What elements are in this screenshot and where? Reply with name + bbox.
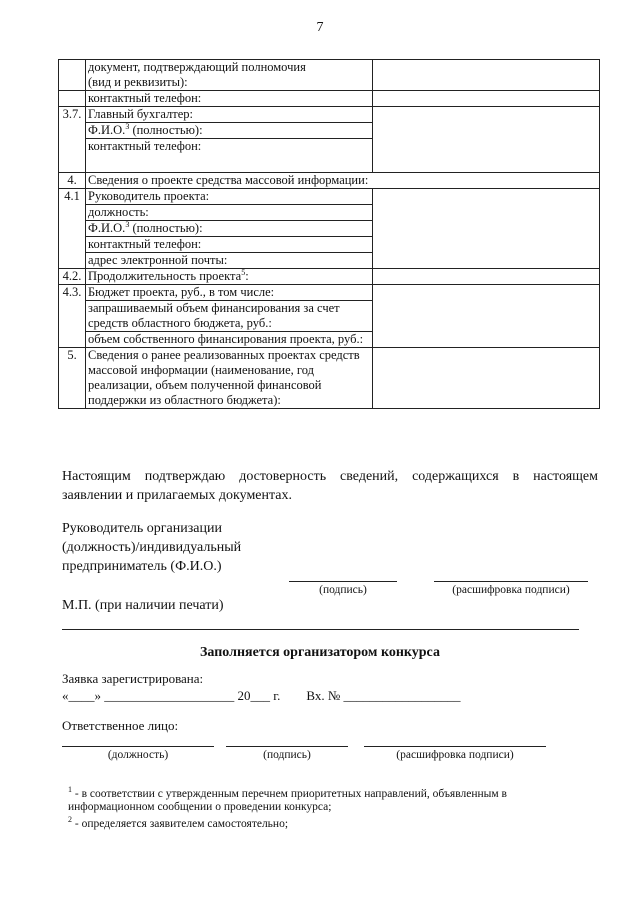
value-cell[interactable] (373, 91, 600, 107)
value-cell[interactable] (373, 269, 600, 285)
table-row (59, 91, 600, 107)
signature-line[interactable] (226, 746, 348, 747)
responsible-person-label: Ответственное лицо: (62, 718, 179, 733)
media-project-section-label: Сведения о проекте средства массовой информации: (86, 173, 600, 189)
project-head-label: Руководитель проекта: (88, 189, 210, 203)
fio-label: Ф.И.О.$^3$ (полностью): (86, 122, 372, 138)
decoding-caption: (расшифровка подписи) (452, 584, 570, 596)
footnote-1: $^1$ - в соответствии с утвержденным перечнем приоритетных направлений, объявленным в информационном сообщении о проведении конкурса; (68, 785, 507, 813)
confirmation-text: Настоящим подтверждаю достоверность сведений, содержащихся в настоящем заявлении и прилагаемых документах. (62, 469, 598, 503)
decoding-caption: (расшифровка подписи) (396, 749, 514, 761)
row-number: 4.1 (59, 189, 86, 269)
signature-line[interactable] (289, 581, 397, 582)
table-row (59, 107, 600, 173)
table-row (59, 269, 600, 285)
incoming-number-field[interactable]: Вх. № __________________ (306, 688, 461, 703)
table-row (59, 348, 600, 409)
authority-document-label: документ, подтверждающий полномочия (вид и реквизиты): (86, 60, 373, 91)
table-row (59, 285, 600, 348)
project-duration-label: Продолжительность проекта$^5$: (86, 269, 373, 285)
row-number: 4.2. (59, 269, 86, 285)
requested-funding-label: запрашиваемый объем финансирования за счет средств областного бюджета, руб.: (86, 300, 372, 331)
value-cell[interactable] (373, 60, 600, 91)
stamp-label: М.П. (при наличии печати) (62, 598, 224, 613)
page-number: 7 (316, 20, 324, 35)
value-cell[interactable] (373, 107, 600, 173)
contact-phone-label: контактный телефон: (86, 138, 372, 172)
position-caption: (должность) (107, 749, 169, 761)
decoding-line[interactable] (434, 581, 588, 582)
row-number: 4.3. (59, 285, 86, 348)
separator-line (62, 629, 579, 630)
project-budget-label: Бюджет проекта, руб., в том числе: (88, 285, 275, 299)
email-label: адрес электронной почты: (86, 252, 372, 268)
value-cell[interactable] (373, 285, 600, 348)
signature-caption: (подпись) (263, 749, 311, 761)
organizer-section-title: Заполняется организатором конкурса (200, 645, 440, 660)
decoding-line[interactable] (364, 746, 546, 747)
fio-label: Ф.И.О.$^3$ (полностью): (86, 220, 372, 236)
contact-phone-label: контактный телефон: (86, 91, 373, 107)
footnote-2: $^2$ - определяется заявителем самостоятельно; (68, 815, 289, 830)
row-number: 5. (59, 348, 86, 409)
application-form-table (58, 59, 600, 409)
position-label: должность: (86, 204, 372, 220)
value-cell[interactable] (373, 348, 600, 409)
signature-caption: (подпись) (319, 584, 367, 596)
contact-phone-label: контактный телефон: (86, 236, 372, 252)
value-cell[interactable] (373, 189, 600, 269)
position-line[interactable] (62, 746, 214, 747)
table-row (59, 189, 600, 269)
head-of-organization-label: Руководитель организации (должность)/индивидуальный предприниматель (Ф.И.О.) (62, 521, 242, 574)
table-row (59, 173, 600, 189)
row-number: 3.7. (59, 107, 86, 173)
row-number: 4. (59, 173, 86, 189)
registered-label: Заявка зарегистрирована: (62, 671, 204, 686)
registration-date-field[interactable]: «____» ____________________ 20___ г. Вх. № __________________ (62, 688, 461, 703)
table-row (59, 60, 600, 91)
own-funding-label: объем собственного финансирования проекта, руб.: (86, 331, 372, 347)
chief-accountant-label: Главный бухгалтер: (88, 107, 194, 121)
previous-projects-label: Сведения о ранее реализованных проектах средств массовой информации (наименование, год реализации, объем полученной финансовой поддержки из областного бюджета): (86, 348, 373, 409)
